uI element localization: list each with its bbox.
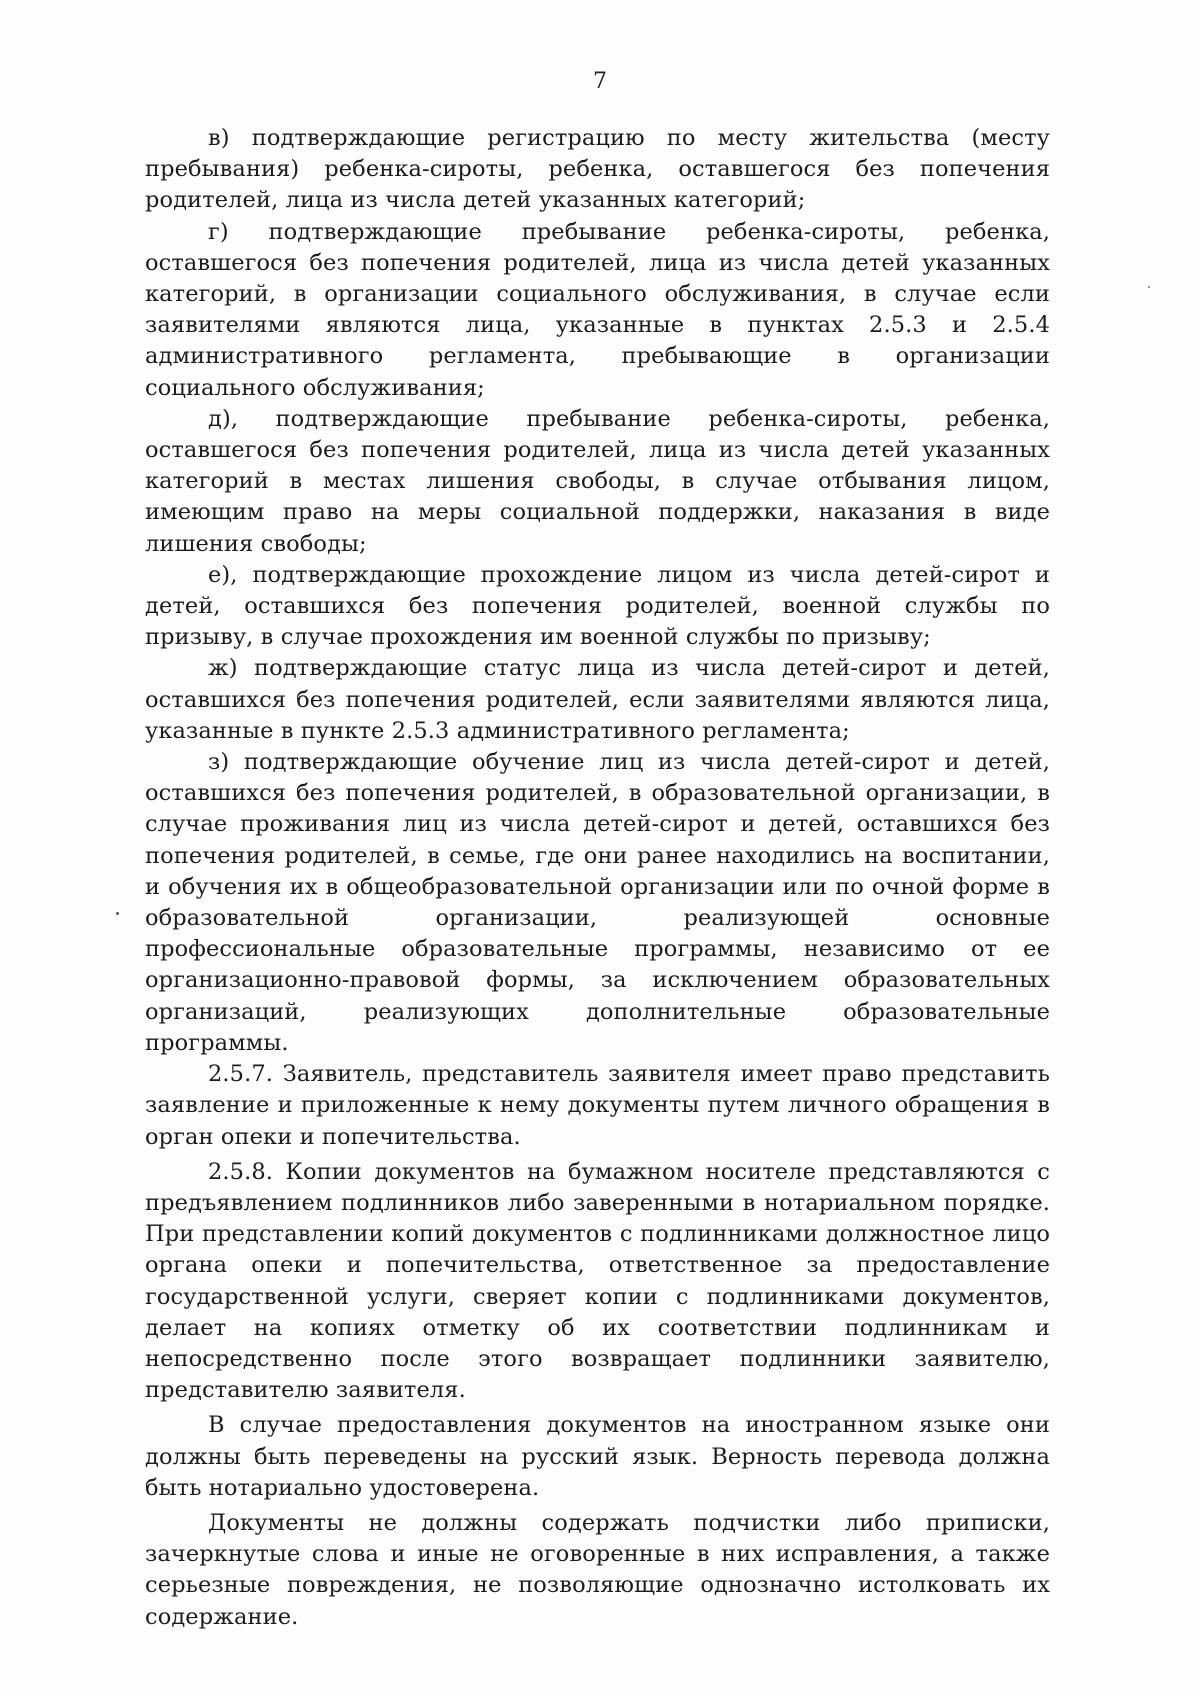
paragraph-2-5-7: 2.5.7. Заявитель, представитель заявителя имеет право представить заявление и приложенные к нему документы путем личного обращения в орган опеки и попечительства. [145,1061,1050,1150]
paragraph-2-5-8: 2.5.8. Копии документов на бумажном носителе представляются с предъявлением подлинников либо заверенными в нотариальном порядке. При представлении копий документов с подлинниками должностное лицо органа опеки и попечительства, ответственное за предоставление государственной услуги, сверяет копии с подлинниками документов, делает на копиях отметку об их соответствии подлинникам и непосредственно после этого возвращает подлинники заявителю, представителю заявителя. [145,1158,1050,1404]
document-body [145,123,1050,1633]
paragraph-d: д), подтверждающие пребывание ребенка-сироты, ребенка, оставшегося без попечения родителей, лица из числа детей указанных категорий в местах лишения свободы, в случае отбывания лицом, имеющим право на меры социальной поддержки, наказания в виде лишения свободы; [145,405,1050,557]
paragraph-z: з) подтверждающие обучение лиц из числа детей-сирот и детей, оставшихся без попечения родителей, в образовательной организации, в случае проживания лиц из числа детей-сирот и детей, оставшихся без попечения родителей, в семье, где они ранее находились на воспитании, и обучения их в общеобразовательной организации или по очной форме в образовательной организации, реализующей основные профессиональные образовательные программы, независимо от ее организационно-правовой формы, за исключением образовательных организаций, реализующих дополнительные образовательные программы. [145,749,1050,1056]
paragraph-g: г) подтверждающие пребывание ребенка-сироты, ребенка, оставшегося без попечения родителей, лица из числа детей указанных категорий, в организации социального обслуживания, в случае если заявителями являются лица, указанные в пунктах 2.5.3 и 2.5.4 административного регламента, пребывающие в организации социального обслуживания; [145,218,1050,401]
scan-speck [116,912,119,915]
paragraph-v: в) подтверждающие регистрацию по месту жительства (месту пребывания) ребенка-сироты, ребенка, оставшегося без попечения родителей, лица из числа детей указанных категорий; [145,125,1050,214]
scan-speck [1148,286,1150,288]
paragraph-zh: ж) подтверждающие статус лица из числа детей-сирот и детей, оставшихся без попечения родителей, если заявителями являются лица, указанные в пункте 2.5.3 административного регламента; [145,655,1050,744]
page-number: 7 [593,69,607,94]
paragraph-e: е), подтверждающие прохождение лицом из числа детей-сирот и детей, оставшихся без попечения родителей, военной службы по призыву, в случае прохождения им военной службы по призыву; [145,561,1050,651]
paragraph-foreign-language: В случае предоставления документов на иностранном языке они должны быть переведены на русский язык. Верность перевода должна быть нотариально удостоверена. [145,1412,1050,1501]
paragraph-document-requirements: Документы не должны содержать подчистки либо приписки, зачеркнутые слова и иные не оговоренные в них исправления, а также серьезные повреждения, не позволяющие однозначно истолковать их содержание. [145,1509,1050,1630]
